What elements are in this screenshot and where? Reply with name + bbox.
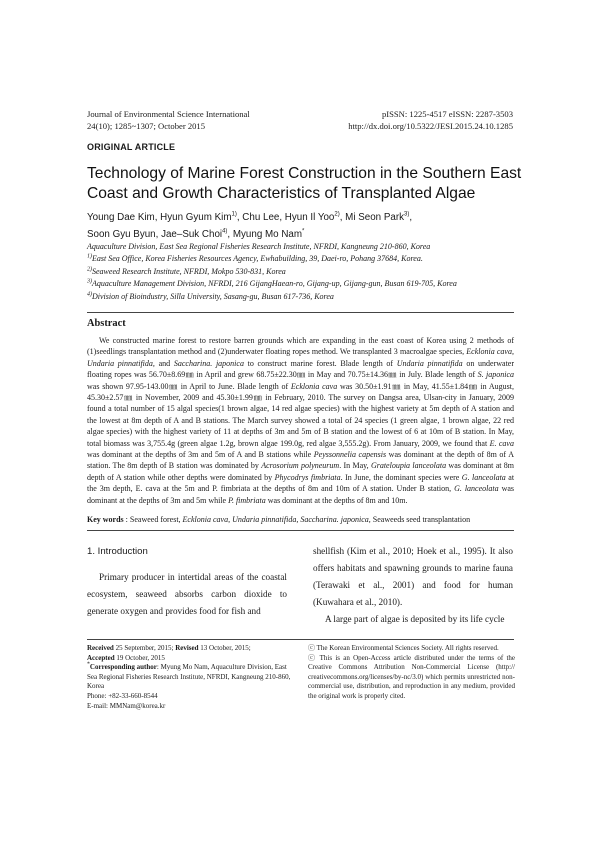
email-link[interactable]: E-mail: MMNam@korea.kr: [87, 701, 166, 710]
intro-left-column: [87, 569, 287, 620]
author-name: Hyun Gyum Kim: [160, 212, 232, 223]
affiliation-mark: 1): [87, 253, 92, 260]
author-list: [87, 209, 517, 243]
species-name: Undaria pinnatifida: [232, 515, 297, 524]
affiliation-line: [87, 241, 517, 253]
affiliation-line: [87, 266, 517, 278]
article-history: [87, 644, 292, 711]
text-run: to construct marine forest. Blade length of: [243, 358, 397, 368]
text-run: We constructed marine forest to restore barren grounds which are expanding in the east coast of Korea using 2 methods of (1)seedlings transplantation method and (2)underwater floating ropes method. We transplanted 3 macroalgae species,: [87, 336, 514, 357]
article-title: [87, 164, 527, 203]
authors-line-2: Soon Gyu Byun, Jae–Suk Choi$^{4)}$, Myung Mo Nam*: [87, 228, 305, 240]
received-label: Received: [87, 644, 114, 652]
species-name: Acrosorium polyneurum: [261, 461, 340, 471]
author-name: Mi Seon Park: [345, 212, 404, 223]
affiliation-text: East Sea Office, Korea Fisheries Resources Agency, Ewhabuilding, 39, Daei-ro, Pohang 37684, Korea.: [92, 254, 423, 264]
species-name: G. lanceolata: [454, 484, 499, 494]
species-name: Undaria pinnatifida: [396, 358, 463, 368]
author-name: Young Dae Kim: [87, 212, 155, 223]
text-run: on underwater floating ropes was 56.70±8.69㎜ in April and grew 68.75±22.30㎜ in May and 70.75±14.36㎜ in July. Blade length of: [87, 358, 515, 380]
abstract-text: [87, 335, 514, 506]
corr-label: Corresponding author: [89, 663, 157, 672]
author-name: Chu Lee: [242, 212, 280, 223]
author-affiliation-mark: 1): [231, 211, 237, 218]
author-affiliation-mark: 4): [222, 228, 228, 235]
author-name: Soon Gyu Byun: [87, 229, 156, 240]
dates-line-1: [87, 644, 292, 654]
license-text: ⓒ This is an Open-Access article distributed under the terms of the Creative Commons Attribution Non-Commercial License (http:// creativecommons.org/licenses/by-nc/3.0) which permits unrestricted non-commercial use, distribution, and reproduction in any medium, provided the original work is properly cited.: [308, 653, 515, 700]
text-run: ,: [296, 515, 301, 524]
intro-paragraph: shellfish (Kim et al., 2010; Hoek et al., 1995). It also offers habitats and spawning grounds to marine fauna (Terawaki et al., 2001) and food for human (Kuwahara et al., 2010).: [313, 546, 513, 607]
corr-text: : Myung Mo Nam, Aquaculture Division, East Sea Regional Fisheries Research Institute, NFRDI, Kangneung 210-860, Korea: [87, 663, 291, 691]
species-name: Ecklonia cava: [182, 515, 229, 524]
author-affiliation-mark: 3): [403, 211, 410, 218]
journal-header: [87, 109, 250, 132]
species-name: Saccharina. japonica: [300, 515, 369, 524]
species-name: G. lanceolata: [461, 472, 506, 482]
article-type: ORIGINAL ARTICLE: [87, 142, 176, 152]
affiliation-mark: 4): [87, 290, 92, 297]
author-name: Jae–Suk Choi: [161, 229, 223, 240]
affiliations: [87, 241, 517, 303]
doi-link[interactable]: http://dx.doi.org/10.5322/JESI.2015.24.10.1285: [348, 120, 513, 131]
text-run: . In May,: [339, 461, 371, 471]
phone: Phone: +82-33-660-8544: [87, 691, 158, 700]
keywords: [87, 514, 514, 525]
text-run: was dominant at the depths of 3m and 5m of A and B stations while: [87, 450, 314, 460]
species-name: S. japonica: [477, 370, 514, 380]
text-run: and: [154, 358, 174, 368]
author-name: Myung Mo Nam: [232, 229, 303, 240]
footnote-divider: [87, 639, 514, 640]
text-run: was shown 97.95-143.00㎜ in April to June. Blade length of: [87, 381, 291, 391]
authors-line-1: Young Dae Kim, Hyun Gyum Kim$^{1)}$, Chu Lee, Hyun Il Yoo$^{2)}$, Mi Seon Park$^{3)}$,: [87, 211, 413, 223]
title-line-1: Technology of Marine Forest Construction in the Southern East: [87, 165, 522, 182]
title-line-2: Coast and Growth Characteristics of Transplanted Algae: [87, 184, 476, 202]
affiliation-text: Division of Bioindustry, Silla University, Sasang-gu, Busan 617-736, Korea: [92, 291, 334, 301]
species-name: Ecklonia cava, Undaria pinnatifida,: [87, 347, 514, 368]
abstract-heading: Abstract: [87, 318, 126, 329]
affiliation-line: [87, 278, 517, 290]
revised-date: 13 October, 2015;: [200, 644, 251, 652]
keywords-label: Key words: [87, 515, 124, 524]
corresponding-author: *Corresponding author: Myung Mo Nam, Aquaculture Division, East Sea Regional Fisheries Research Institute, NFRDI, Kangneung 210-860, Korea: [87, 661, 291, 691]
species-name: Peyssonnelia capensis: [313, 450, 387, 460]
text-run: . In June, the dominant species were: [340, 472, 462, 482]
species-name: Grateloupia lanceolata: [370, 461, 447, 471]
affiliation-line: [87, 253, 517, 265]
author-name: Hyun Il Yoo: [284, 212, 335, 223]
intro-paragraph: Primary producer in intertidal areas of the coastal ecosystem, seaweed absorbs carbon dioxide to generate oxygen and provides food for fish and: [87, 572, 287, 616]
journal-volume: 24(10); 1285~1307; October 2015: [87, 120, 206, 131]
copyright-notice: [308, 644, 515, 702]
revised-label: Revised: [175, 644, 199, 652]
text-run: at the 3m depth, E. cava at the 5m and P. fimbriata at the depths of 8m and 10m of A station. Under B station,: [87, 472, 515, 494]
text-run: was dominant at the depth of 8m of A station. The 8m depth of B station was dominated by: [87, 450, 514, 471]
affiliation-text: Aquaculture Division, East Sea Regional Fisheries Research Institute, NFRDI, Kangneung 210-860, Korea: [87, 242, 431, 251]
species-name: Ecklonia cava: [290, 381, 338, 391]
affiliation-line: [87, 291, 517, 303]
affiliation-text: Seaweed Research Institute, NFRDI, Mokpo 530-831, Korea: [92, 266, 286, 276]
text-run: was dominant at the depths of 8m and 10m.: [265, 495, 408, 505]
species-name: Phycodrys fimbriata: [274, 472, 341, 482]
species-name: E. cava: [489, 438, 514, 448]
received-date: 25 September, 2015;: [115, 644, 174, 652]
dates-line-2: [87, 654, 292, 664]
intro-paragraph: A large part of algae is deposited by its life cycle: [325, 614, 505, 624]
text-run: , Seaweeds seed transplantation: [368, 515, 471, 524]
issn-header: [348, 109, 513, 132]
intro-right-column: [313, 543, 513, 628]
section-divider: [87, 312, 514, 313]
affiliation-mark: 2): [87, 266, 92, 273]
accepted-label: Accepted: [87, 653, 115, 662]
copyright-line: ⓒ The Korean Environmental Sciences Society. All rights reserved.: [308, 644, 499, 652]
section-divider: [87, 530, 514, 531]
species-name: Saccharina. japonica: [173, 358, 244, 368]
text-run: was dominant at the depths of 3m and 5m while: [87, 484, 515, 505]
species-name: P. fimbriata: [228, 495, 266, 505]
journal-name: Journal of Environmental Science International: [87, 109, 250, 119]
author-affiliation-mark: *: [302, 228, 305, 235]
affiliation-text: Aquaculture Management Division, NFRDI, 216 GijangHaean-ro, Gijang-up, Gijang-gun, Busan 619-705, Korea: [92, 279, 457, 289]
text-run: was 30.50±1.91㎜ in May, 41.55±1.84㎜ in August, 45.30±2.57㎜ in November, 2009 and 45.30±1.99㎜ in February, 2010. The survey on Dangsa area, Ulsan-city in January, 2009 found a total number of 15 algal species(1 brown algae, 14 red algae species) with the highest variety at 5m depth of A station and the lowest at 8m depth of A and B stations. The March survey showed a total of 24 species (1 green algae, 1 brown algae, 22 red algae species) with the highest variety of 11 at depths of 3m and 5m of B station and the lowest of 6 at 10m of B station. In May, total biomass was 3,755.4g (green algae 1.2g, brown algae 199.0g, red algae 3,555.2g). From January, 2009, we found that: [87, 381, 514, 448]
issn: pISSN: 1225-4517 eISSN: 2287-3503: [381, 109, 513, 119]
accepted-date: 19 October, 2015: [116, 653, 165, 662]
text-run: ,: [228, 515, 233, 524]
keywords-text: [124, 515, 470, 524]
text-run: was dominant at 8m depth of A station while other depths were dominated by: [87, 461, 514, 482]
author-affiliation-mark: 2): [334, 211, 340, 218]
introduction-heading: 1. Introduction: [87, 546, 148, 557]
affiliation-mark: 3): [87, 278, 92, 285]
text-run: : Seaweed forest,: [123, 515, 183, 524]
